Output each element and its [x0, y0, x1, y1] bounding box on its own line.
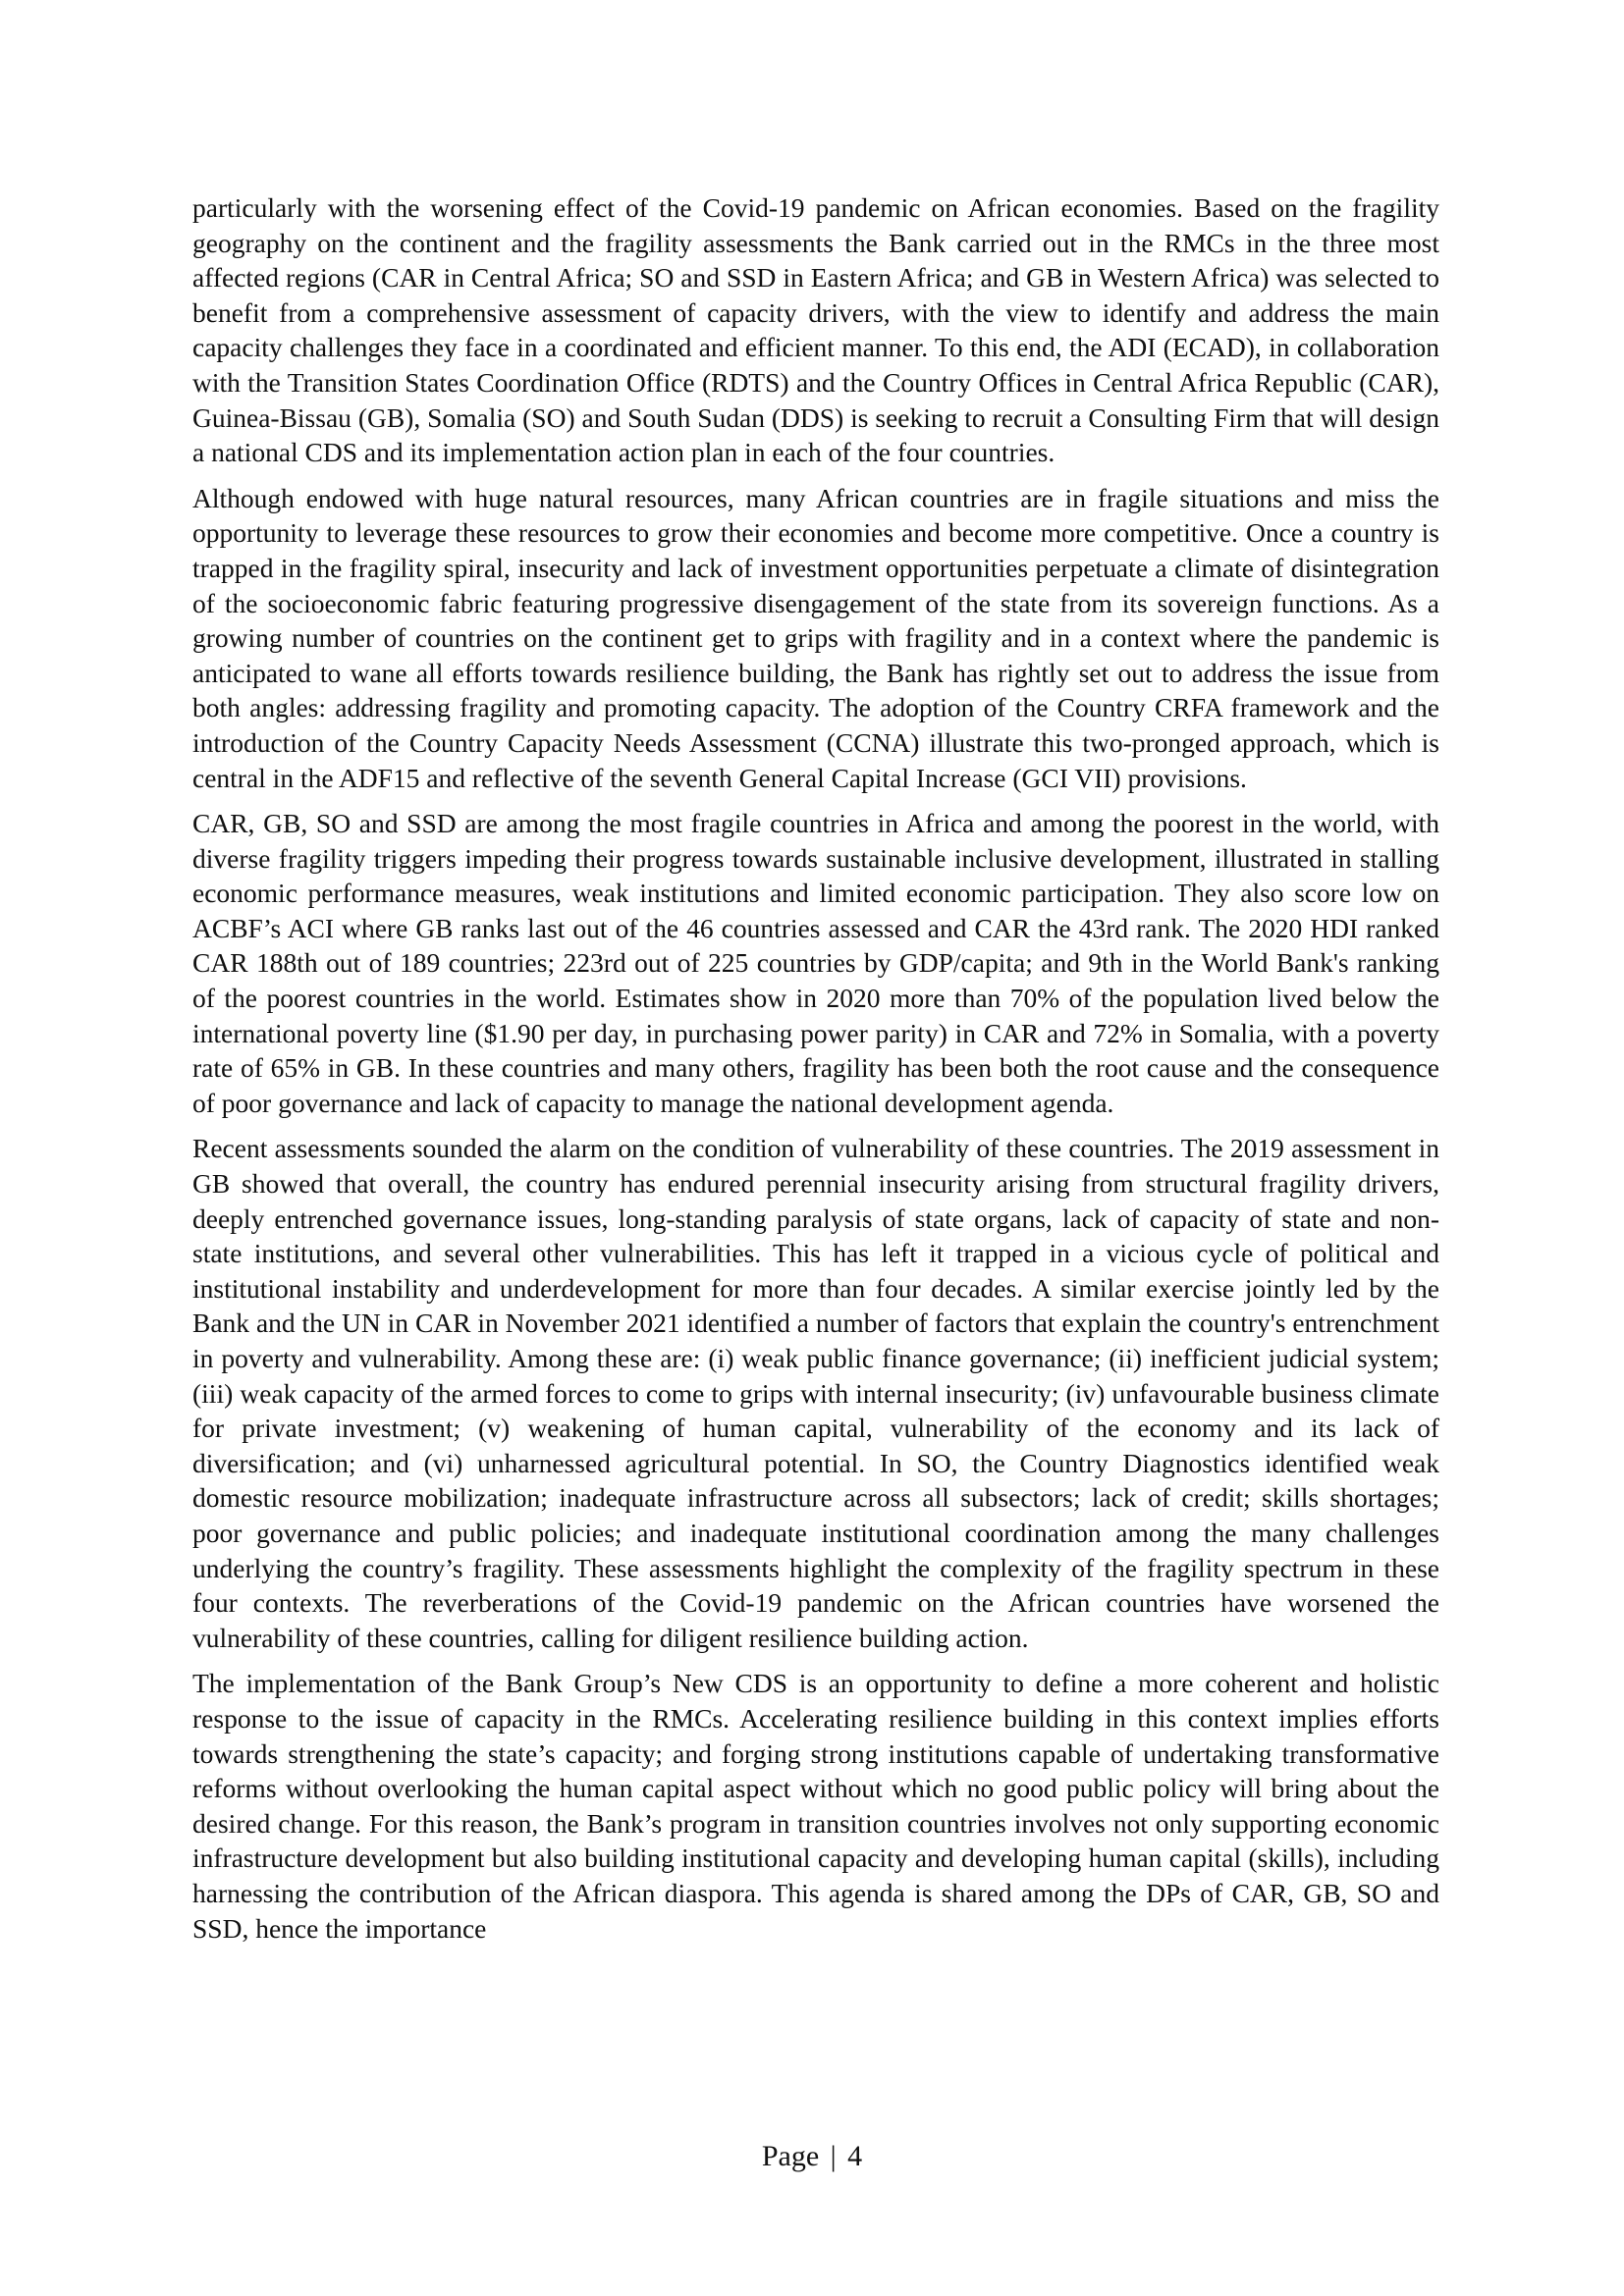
page-separator: |: [830, 2140, 837, 2172]
page-label: Page: [761, 2140, 820, 2172]
document-body: [192, 190, 1439, 1956]
paragraph-1: particularly with the worsening effect of the Covid-19 pandemic on African economies. Based on the fragility geography on the continent and the fragility assessments the Bank carried out in the RMCs in the three most affected regions (CAR in Central Africa; SO and SSD in Eastern Africa; and GB in Western Africa) was selected to benefit from a comprehensive assessment of capacity drivers, with the view to identify and address the main capacity challenges they face in a coordinated and efficient manner. To this end, the ADI (ECAD), in collaboration with the Transition States Coordination Office (RDTS) and the Country Offices in Central Africa Republic (CAR), Guinea-Bissau (GB), Somalia (SO) and South Sudan (DDS) is seeking to recruit a Consulting Firm that will design a national CDS and its implementation action plan in each of the four countries.: [192, 192, 1439, 468]
page-footer: [0, 2140, 1624, 2173]
paragraph-2: Although endowed with huge natural resources, many African countries are in fragile situations and miss the opportunity to leverage these resources to grow their economies and become more competitive. Once a country is trapped in the fragility spiral, insecurity and lack of investment opportunities perpetuate a climate of disintegration of the socioeconomic fabric featuring progressive disengagement of the state from its sovereign functions. As a growing number of countries on the continent get to grips with fragility and in a context where the pandemic is anticipated to wane all efforts towards resilience building, the Bank has rightly set out to address the issue from both angles: addressing fragility and promoting capacity. The adoption of the Country CRFA framework and the introduction of the Country Capacity Needs Assessment (CCNA) illustrate this two-pronged approach, which is central in the ADF15 and reflective of the seventh General Capital Increase (GCI VII) provisions.: [192, 482, 1439, 793]
paragraph-4: Recent assessments sounded the alarm on the condition of vulnerability of these countries. The 2019 assessment in GB showed that overall, the country has endured perennial insecurity arising from structural fragility drivers, deeply entrenched governance issues, long-standing paralysis of state organs, lack of capacity of state and non-state institutions, and several other vulnerabilities. This has left it trapped in a vicious cycle of political and institutional instability and underdevelopment for more than four decades. A similar exercise jointly led by the Bank and the UN in CAR in November 2021 identified a number of factors that explain the country's entrenchment in poverty and vulnerability. Among these are: (i) weak public finance governance; (ii) inefficient judicial system; (iii) weak capacity of the armed forces to come to grips with internal insecurity; (iv) unfavourable business climate for private investment; (v) weakening of human capital, vulnerability of the economy and its lack of diversification; and (vi) unharnessed agricultural potential. In SO, the Country Diagnostics identified weak domestic resource mobilization; inadequate infrastructure across all subsectors; lack of credit; skills shortages; poor governance and public policies; and inadequate institutional coordination among the many challenges underlying the country’s fragility. These assessments highlight the complexity of the fragility spectrum in these four contexts. The reverberations of the Covid-19 pandemic on the African countries have worsened the vulnerability of these countries, calling for diligent resilience building action.: [192, 1133, 1439, 1653]
paragraph-5: The implementation of the Bank Group’s New CDS is an opportunity to define a more coherent and holistic response to the issue of capacity in the RMCs. Accelerating resilience building in this context implies efforts towards strengthening the state’s capacity; and forging strong institutions capable of undertaking transformative reforms without overlooking the human capital aspect without which no good public policy will bring about the desired change. For this reason, the Bank’s program in transition countries involves not only supporting economic infrastructure development but also building institutional capacity and developing human capital (skills), including harnessing the contribution of the African diaspora. This agenda is shared among the DPs of CAR, GB, SO and SSD, hence the importance: [192, 1668, 1439, 1944]
page-number: 4: [847, 2140, 863, 2172]
paragraph-3: CAR, GB, SO and SSD are among the most fragile countries in Africa and among the poorest in the world, with diverse fragility triggers impeding their progress towards sustainable inclusive development, illustrated in stalling economic performance measures, weak institutions and limited economic participation. They also score low on ACBF’s ACI where GB ranks last out of the 46 countries assessed and CAR the 43rd rank. The 2020 HDI ranked CAR 188th out of 189 countries; 223rd out of 225 countries by GDP/capita; and 9th in the World Bank's ranking of the poorest countries in the world. Estimates show in 2020 more than 70% of the population lived below the international poverty line ($1.90 per day, in purchasing power parity) in CAR and 72% in Somalia, with a poverty rate of 65% in GB. In these countries and many others, fragility has been both the root cause and the consequence of poor governance and lack of capacity to manage the national development agenda.: [192, 808, 1439, 1118]
